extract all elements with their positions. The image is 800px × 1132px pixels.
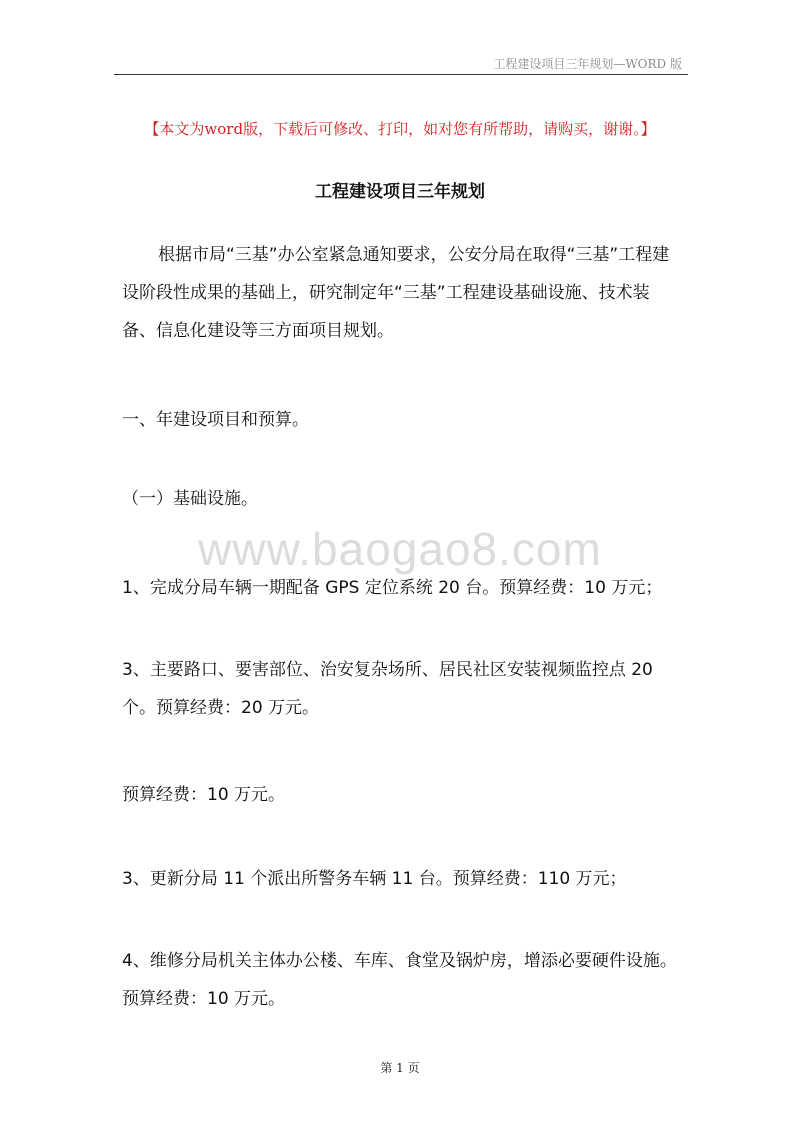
download-notice: 【本文为word版，下载后可修改、打印，如对您有所帮助，请购买，谢谢。】: [144, 120, 656, 138]
budget-line: 预算经费：10 万元。: [122, 785, 286, 805]
list-item-1: 1、完成分局车辆一期配备 GPS 定位系统 20 台。预算经费：10 万元；: [122, 578, 663, 598]
section-heading-1: 一、年建设项目和预算。: [122, 410, 309, 430]
running-header: 工程建设项目三年规划—WORD 版: [493, 57, 682, 71]
header-divider: [114, 74, 688, 75]
intro-paragraph: 根据市局“三基”办公室紧急通知要求，公安分局在取得“三基”工程建设阶段性成果的基础上，研究制定年“三基”工程建设基础设施、技术装备、信息化建设等三方面项目规划。: [122, 245, 670, 341]
subsection-heading-1: （一）基础设施。: [122, 489, 258, 509]
document-title: 工程建设项目三年规划: [315, 182, 485, 202]
page-number: 第 1 页: [380, 1061, 420, 1075]
list-item-3b: 3、更新分局 11 个派出所警务车辆 11 台。预算经费：110 万元；: [122, 869, 627, 889]
list-item-3a: 3、主要路口、要害部位、治安复杂场所、居民社区安装视频监控点 20 个。预算经费：20 万元。: [122, 660, 653, 718]
list-item-4: 4、维修分局机关主体办公楼、车库、食堂及锅炉房，增添必要硬件设施。预算经费：10 万元。: [122, 951, 677, 1009]
watermark: www.baogao8.com: [198, 523, 602, 575]
